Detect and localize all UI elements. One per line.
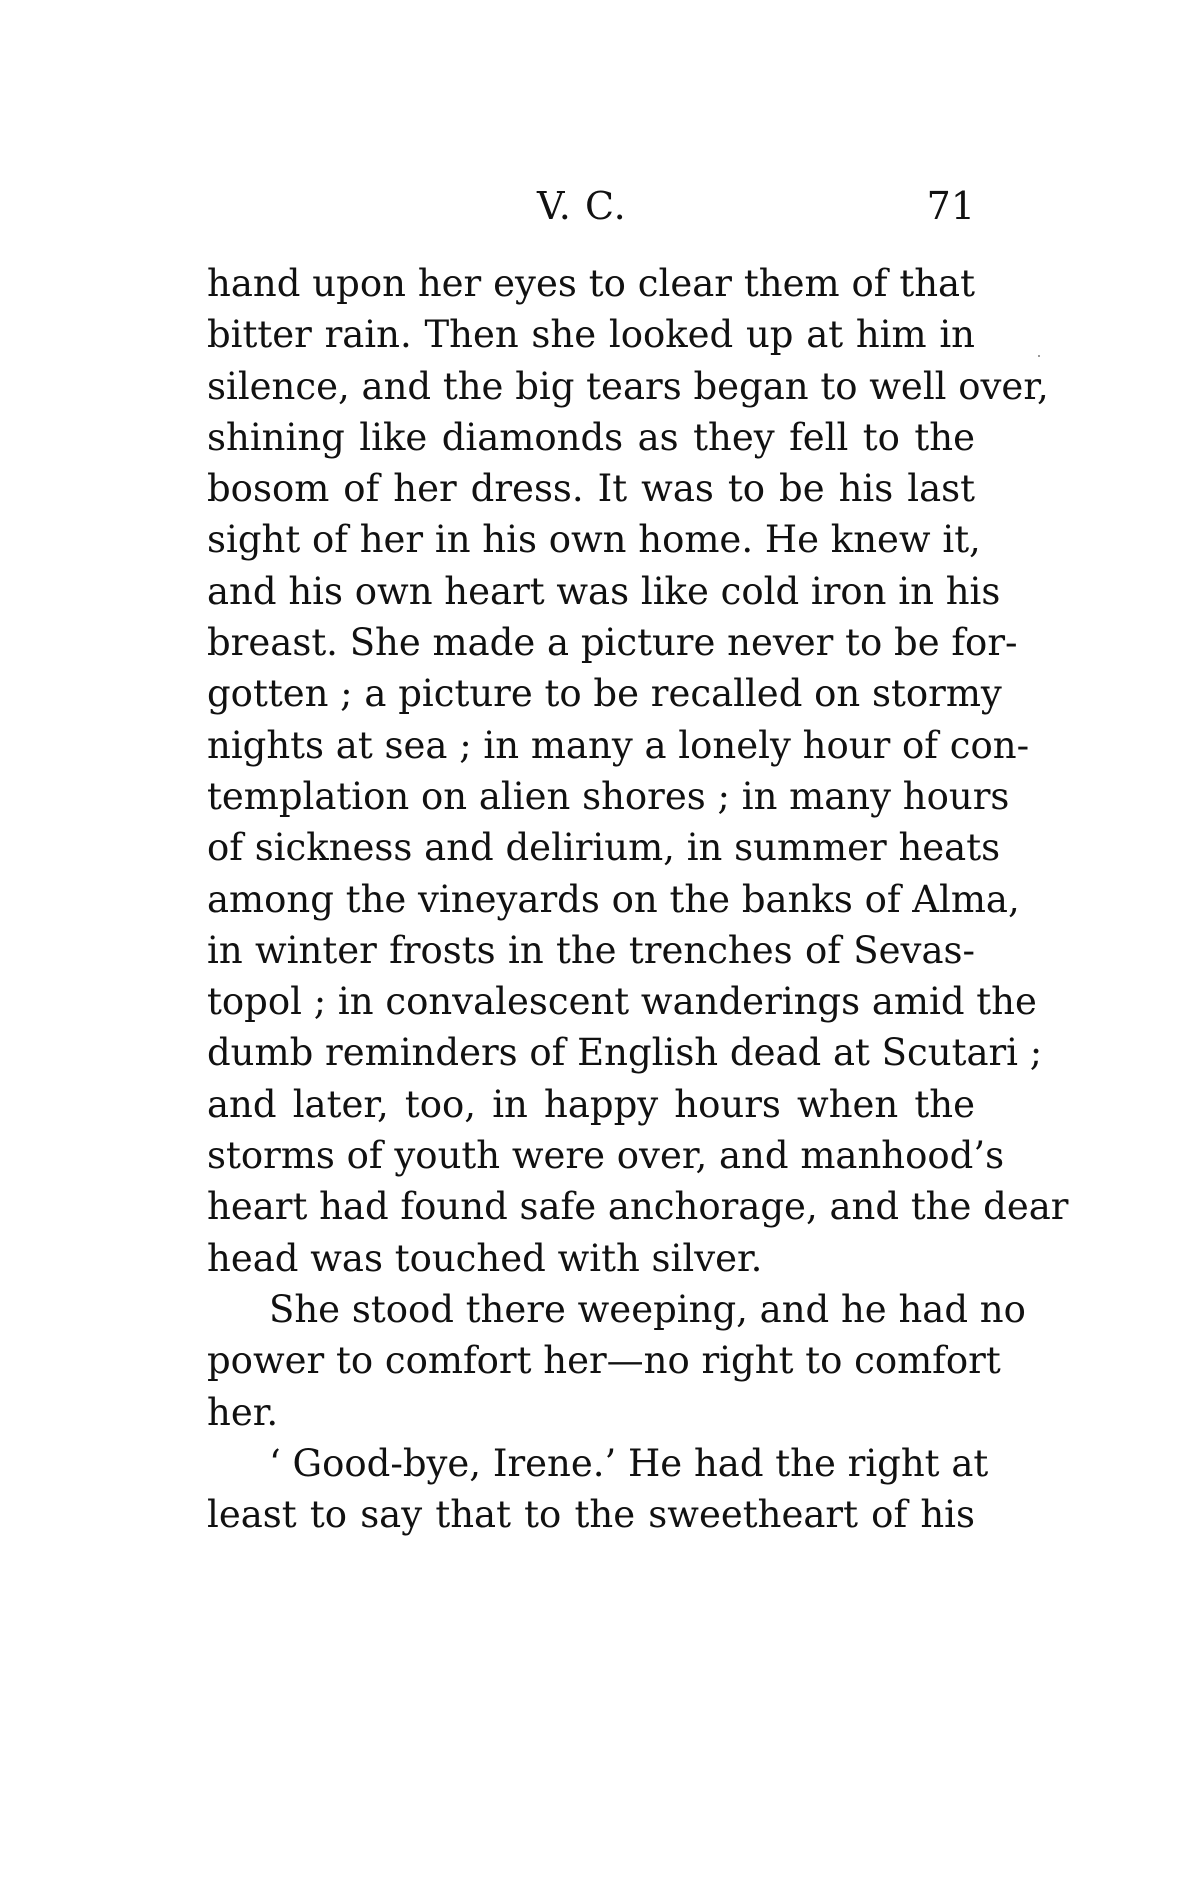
text-line: dumb reminders of English dead at Scutari ; bbox=[207, 1031, 1043, 1075]
body-text bbox=[207, 258, 1069, 1540]
text-line: of sickness and delirium, in summer heats bbox=[207, 826, 1001, 870]
paragraph-end-line: her. bbox=[207, 1390, 279, 1434]
text-line: topol ; in convalescent wanderings amid the bbox=[207, 980, 1037, 1024]
text-line: least to say that to the sweetheart of his bbox=[207, 1493, 975, 1537]
text-line: power to comfort her—no right to comfort bbox=[207, 1339, 1001, 1383]
text-line: in winter frosts in the trenches of Sevas- bbox=[207, 928, 975, 972]
running-title: V. C. bbox=[537, 184, 627, 228]
page-number: 71 bbox=[926, 184, 975, 228]
text-line: bosom of her dress. It was to be his last bbox=[207, 467, 975, 511]
text-line: bitter rain. Then she looked up at him in bbox=[207, 313, 975, 357]
text-line: gotten ; a picture to be recalled on stormy bbox=[207, 672, 1002, 716]
paragraph-start-line: She stood there weeping, and he had no bbox=[269, 1287, 1026, 1331]
text-line: hand upon her eyes to clear them of that bbox=[207, 262, 975, 305]
text-line: sight of her in his own home. He knew it, bbox=[207, 518, 981, 562]
text-line: and later, too, in happy hours when the bbox=[207, 1082, 975, 1126]
paragraph-start-line: ‘ Good-bye, Irene.’ He had the right at bbox=[269, 1441, 989, 1485]
text-line: breast. She made a picture never to be for- bbox=[207, 621, 1018, 665]
paragraph-end-line: head was touched with silver. bbox=[207, 1236, 763, 1280]
running-head bbox=[207, 182, 975, 230]
text-line: storms of youth were over, and manhood’s bbox=[207, 1134, 1005, 1178]
text-line: and his own heart was like cold iron in his bbox=[207, 569, 1001, 613]
text-line: templation on alien shores ; in many hours bbox=[207, 774, 1010, 818]
text-line: among the vineyards on the banks of Alma, bbox=[207, 877, 1020, 921]
scan-speck bbox=[1038, 355, 1040, 357]
text-line: shining like diamonds as they fell to the bbox=[207, 415, 975, 459]
text-line: heart had found safe anchorage, and the dear bbox=[207, 1185, 1069, 1229]
text-line: silence, and the big tears began to well over, bbox=[207, 364, 1049, 408]
text-line: nights at sea ; in many a lonely hour of con- bbox=[207, 723, 1030, 767]
